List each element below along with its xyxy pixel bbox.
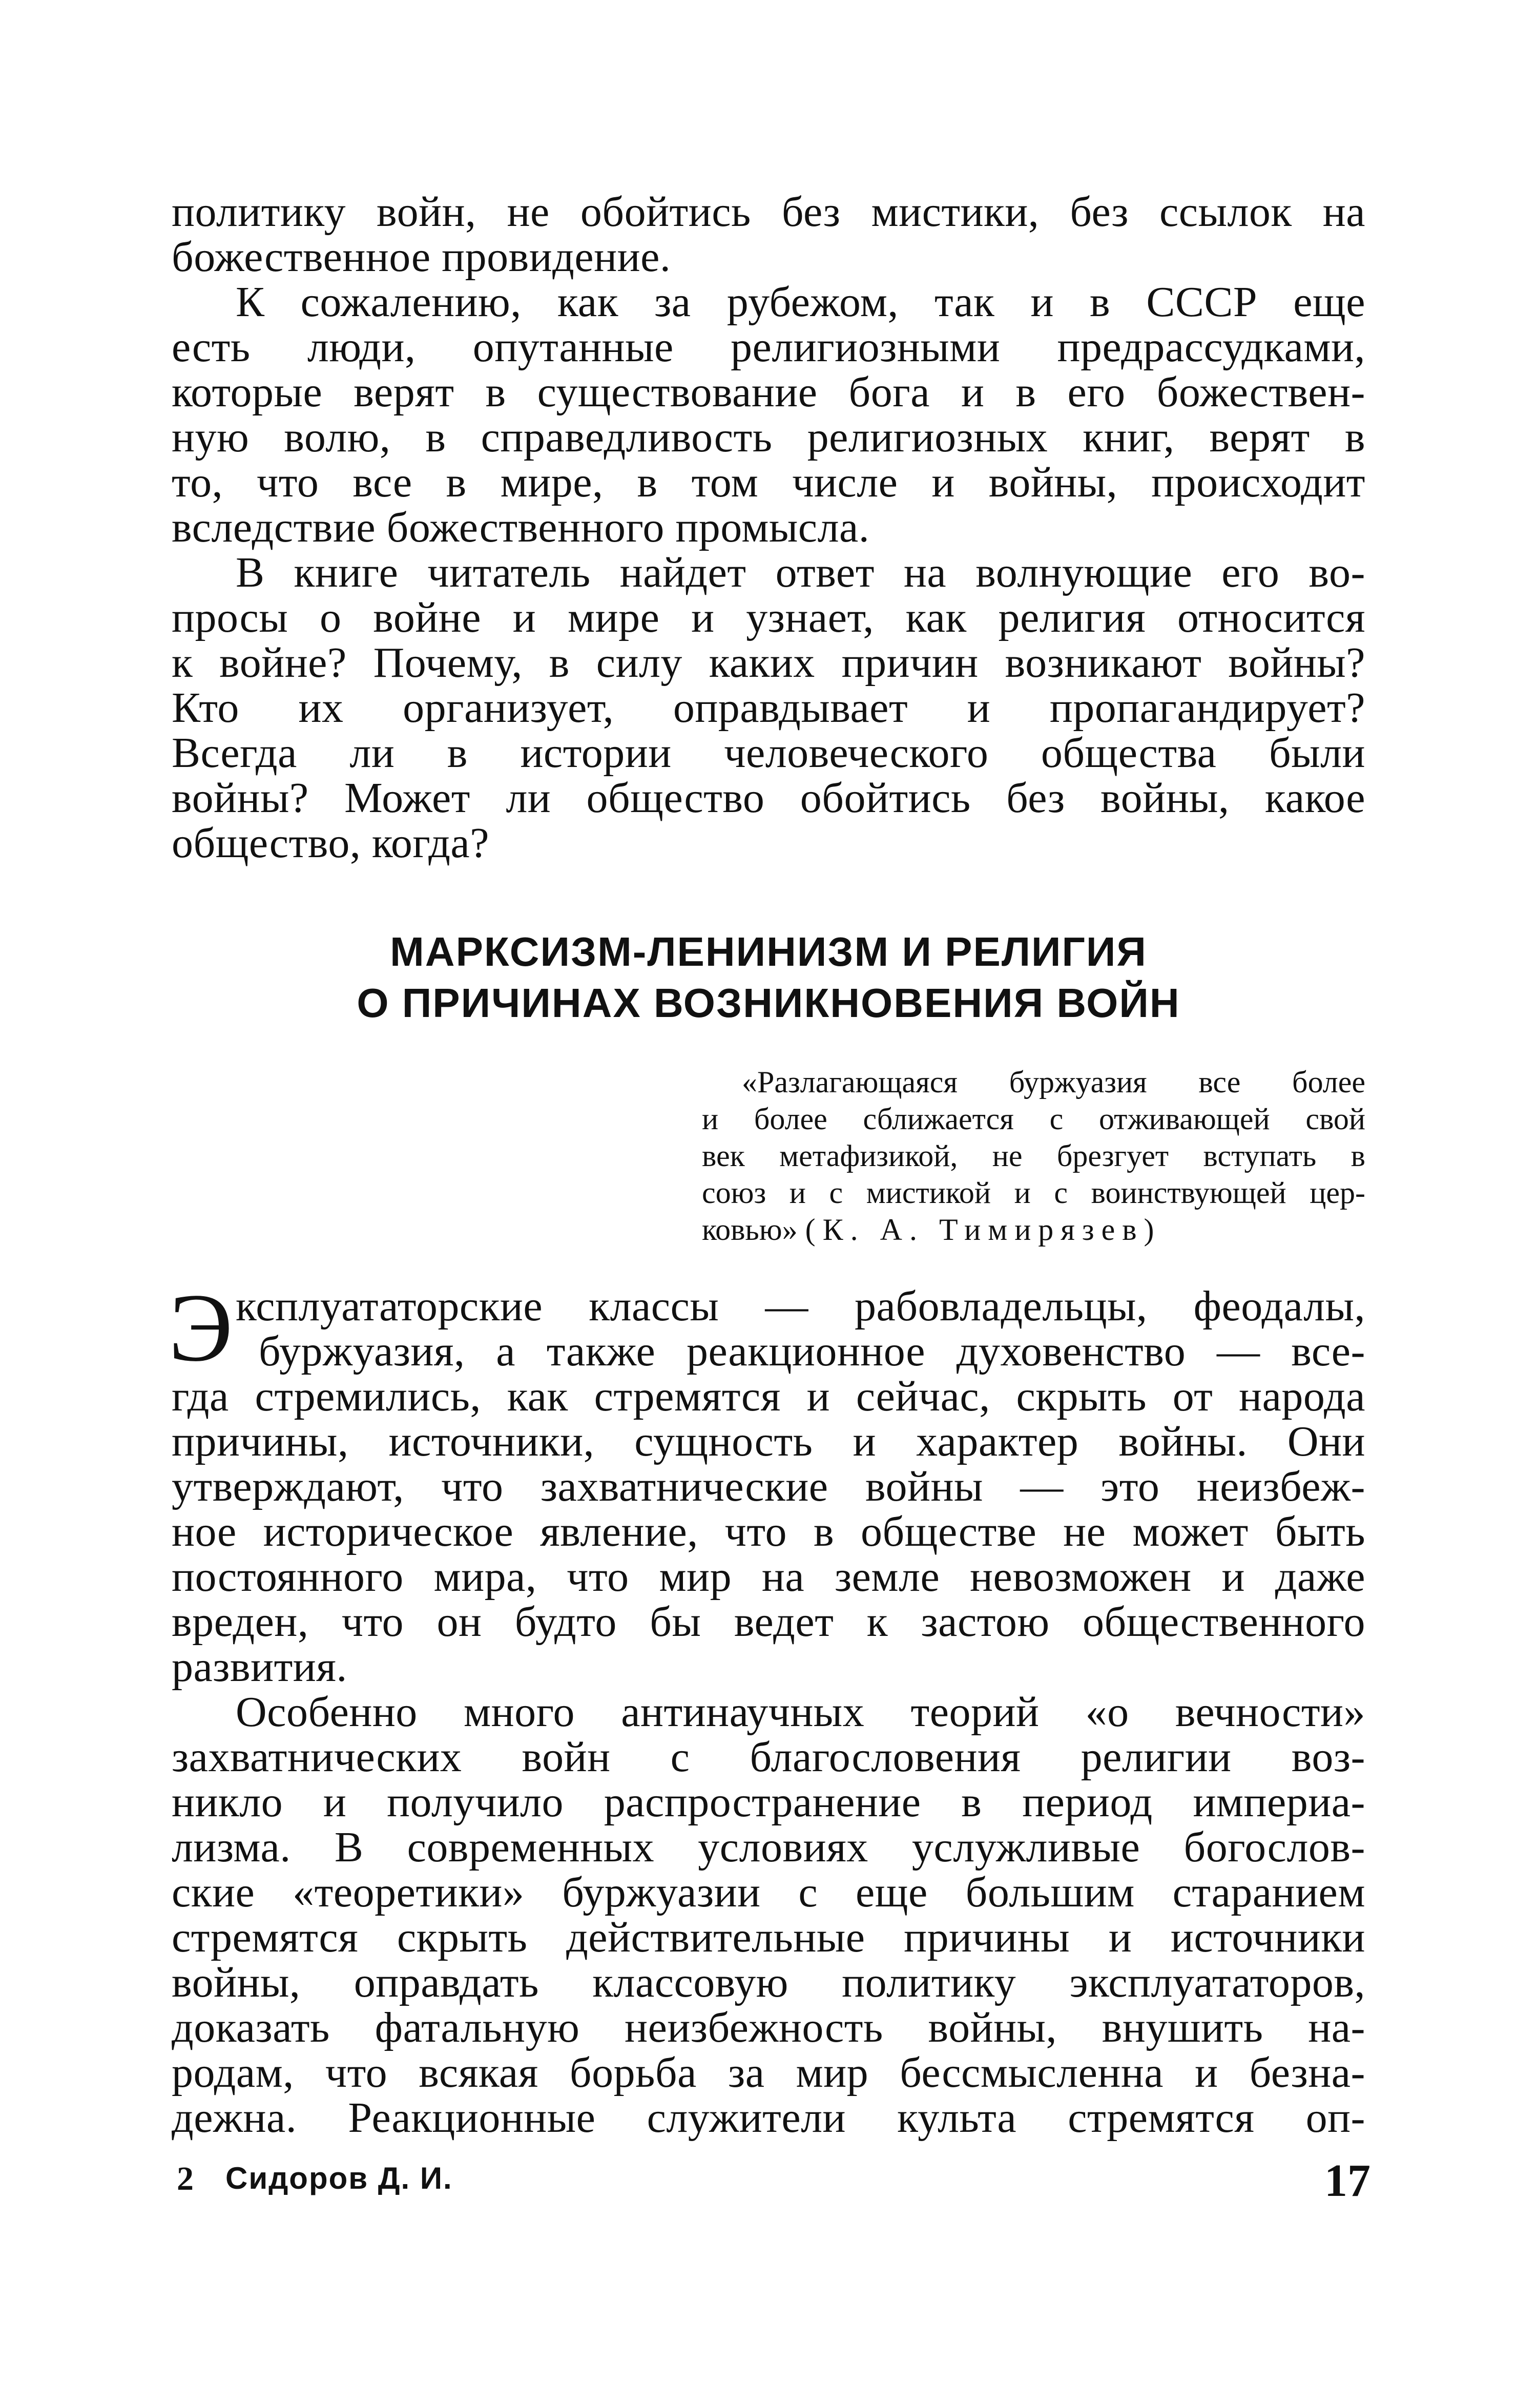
text-line: ную волю, в справедливость религиозных книг, верят в [172,413,1365,461]
page-footer [177,2154,1370,2206]
text-line: постоянного мира, что мир на земле невозможен и даже [172,1553,1365,1601]
text-line: Всегда ли в истории человеческого общества были [172,729,1365,777]
text-line: войны, оправдать классовую политику эксплуататоров, [172,1959,1365,2006]
page-number: 17 [1324,2155,1370,2206]
epigraph-line [702,1211,1365,1248]
drop-cap: Э [169,1274,233,1382]
paragraph-main-2 [172,1690,1365,2141]
text-line: ские «теоретики» буржуазии с еще большим старанием [172,1869,1365,1916]
text-line: ксплуататорские классы — рабовладельцы, феодалы, [236,1282,1365,1330]
text-line: вследствие божественного промысла. [172,504,870,551]
text-line: родам, что всякая борьба за мир бессмысленна и безна- [172,2049,1365,2096]
epigraph [702,1064,1365,1248]
text-line: просы о войне и мире и узнает, как религия относится [172,594,1365,641]
text-line: то, что все в мире, в том числе и войны, происходит [172,459,1365,506]
text-line: к войне? Почему, в силу каких причин возникают войны? [172,639,1365,687]
text-line: дежна. Реакционные служители культа стремятся оп- [172,2094,1365,2142]
text-line: развития. [172,1643,347,1691]
text-line: войны? Может ли общество обойтись без войны, какое [172,774,1365,822]
text-line: вреден, что он будто бы ведет к застою общественного [172,1598,1365,1646]
epigraph-line: «Разлагающаяся буржуазия все более [742,1065,1365,1099]
text-line: которые верят в существование бога и в его божествен- [172,368,1365,416]
book-page [169,188,1365,2142]
section-heading [172,926,1365,1029]
text-line: Особенно много антинаучных теорий «о вечности» [236,1688,1365,1736]
text-line: Кто их организует, оправдывает и пропагандирует? [172,684,1365,732]
text-line: никло и получило распространение в период империа- [172,1778,1365,1826]
text-line: В книге читатель найдет ответ на волнующие его во- [236,549,1365,596]
text-line: есть люди, опутанные религиозными предрассудками, [172,323,1365,371]
text-line: стремятся скрыть действительные причины и источники [172,1914,1365,1961]
text-line: ное историческое явление, что в обществе не может быть [172,1508,1365,1555]
text-line: божественное провидение. [172,233,671,281]
signature-number: 2 [177,2160,194,2197]
text-line: причины, источники, сущность и характер войны. Они [172,1418,1365,1465]
section-heading-line-2: О ПРИЧИНАХ ВОЗНИКНОВЕНИЯ ВОЙН [357,980,1180,1026]
text-line: буржуазия, а также реакционное духовенство — все- [259,1327,1365,1375]
text-line: лизма. В современных условиях услужливые богослов- [172,1823,1365,1871]
epigraph-line: и более сближается с отживающей свой [702,1102,1365,1136]
epigraph-attribution: (К. А. Тимирязев) [805,1213,1161,1247]
epigraph-line: век метафизикой, не брезгует вступать в [702,1139,1365,1173]
text-line: гда стремились, как стремятся и сейчас, скрыть от народа [172,1373,1365,1420]
paragraph-main-1 [169,1274,1365,1691]
section-heading-line-1: МАРКСИЗМ-ЛЕНИНИЗМ И РЕЛИГИЯ [390,929,1147,974]
paragraph-intro-1 [172,190,1365,280]
text-line: доказать фатальную неизбежность войны, внушить на- [172,2004,1365,2051]
paragraph-intro-3 [172,550,1365,866]
epigraph-line: союз и с мистикой и с воинствующей цер- [702,1176,1365,1210]
text-line: общество, когда? [172,819,489,867]
paragraph-intro-2 [172,280,1365,550]
text-line: захватнических войн с благословения религии воз- [172,1733,1365,1781]
epigraph-quote-end: ковью» [702,1213,798,1247]
text-line: политику войн, не обойтись без мистики, без ссылок на [172,188,1365,236]
signature-author: Сидоров Д. И. [225,2161,453,2195]
text-line: К сожалению, как за рубежом, так и в СССР еще [236,278,1365,326]
text-line: утверждают, что захватнические войны — это неизбеж- [172,1463,1365,1510]
